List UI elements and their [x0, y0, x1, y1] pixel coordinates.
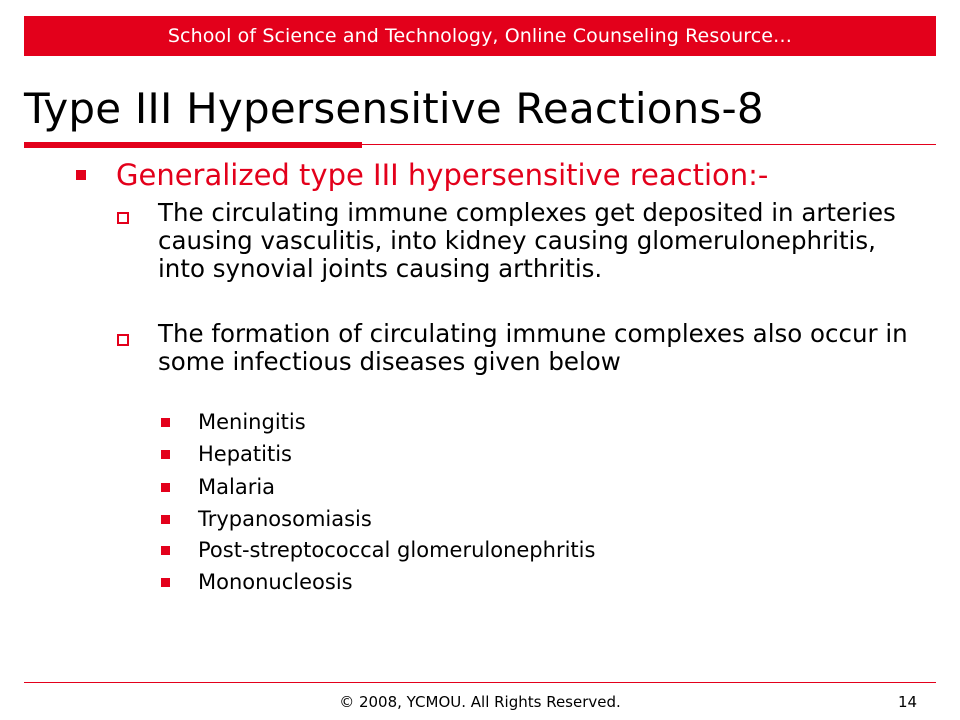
- disease-item: Hepatitis: [198, 442, 292, 466]
- disease-item: Meningitis: [198, 410, 306, 434]
- page-number: 14: [898, 693, 918, 711]
- disease-bullet-icon: [161, 418, 170, 427]
- disease-bullet-icon: [161, 483, 170, 492]
- sub-point-bullet-icon: [117, 334, 129, 346]
- sub-point-2: The formation of circulating immune complexes also occur in some infectious diseases given below: [158, 319, 908, 376]
- disease-bullet-icon: [161, 578, 170, 587]
- disease-bullet-icon: [161, 450, 170, 459]
- slide-title: Type III Hypersensitive Reactions-8: [24, 84, 764, 133]
- header-banner: [24, 16, 936, 56]
- disease-item: Malaria: [198, 475, 276, 499]
- disease-item: Post-streptococcal glomerulonephritis: [198, 538, 596, 562]
- sub-point-bullet-icon: [117, 212, 129, 224]
- disease-item: Trypanosomiasis: [198, 507, 372, 531]
- title-underline-accent: [24, 142, 362, 148]
- main-point: Generalized type III hypersensitive reaction:-: [116, 158, 769, 192]
- main-point-bullet-icon: [76, 170, 86, 180]
- disease-item: Mononucleosis: [198, 570, 353, 594]
- disease-bullet-icon: [161, 515, 170, 524]
- disease-bullet-icon: [161, 546, 170, 555]
- footer-divider: [24, 682, 936, 683]
- sub-point-1: The circulating immune complexes get deposited in arteries causing vasculitis, into kidney causing glomerulonephritis, into synovial joints causing arthritis.: [158, 198, 896, 283]
- footer-copyright: © 2008, YCMOU. All Rights Reserved.: [339, 693, 621, 711]
- header-banner-text: School of Science and Technology, Online Counseling Resource…: [167, 25, 793, 47]
